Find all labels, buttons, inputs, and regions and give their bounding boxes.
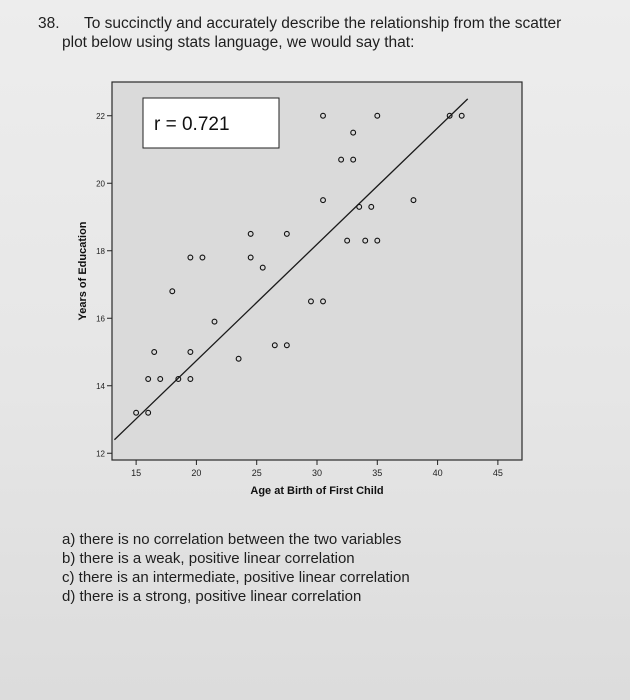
x-tick-label: 35 <box>372 468 383 478</box>
x-tick-label: 30 <box>311 468 323 478</box>
r-value-label: r = 0.721 <box>154 114 230 135</box>
y-tick-label: 20 <box>96 179 105 189</box>
question-line-1 <box>38 14 608 33</box>
question-line-2: plot below using stats language, we would say that: <box>62 34 415 51</box>
x-axis-label: Age at Birth of First Child <box>250 485 384 497</box>
option-b: b) there is a weak, positive linear correlation <box>62 550 355 567</box>
option-a: a) there is no correlation between the two variables <box>62 531 402 548</box>
scatter-plot <box>70 60 570 500</box>
option-d: d) there is a strong, positive linear correlation <box>62 588 362 605</box>
question-line-1-text: To succinctly and accurately describe the relationship from the scatter <box>84 15 562 32</box>
y-tick-label: 22 <box>96 111 105 121</box>
x-tick-label: 45 <box>492 468 503 478</box>
y-tick-label: 14 <box>96 381 105 391</box>
y-tick-label: 12 <box>96 449 105 459</box>
question-text <box>38 14 608 52</box>
x-tick-label: 40 <box>432 468 443 478</box>
y-axis-label: Years of Education <box>77 221 89 321</box>
y-tick-label: 18 <box>96 246 105 256</box>
y-tick-label: 16 <box>96 314 105 324</box>
option-c: c) there is an intermediate, positive linear correlation <box>62 569 410 586</box>
x-tick-label: 20 <box>191 468 202 478</box>
x-tick-label: 25 <box>251 468 262 478</box>
question-number: 38. <box>38 15 60 32</box>
x-tick-label: 15 <box>131 468 142 478</box>
answer-options <box>62 530 410 606</box>
